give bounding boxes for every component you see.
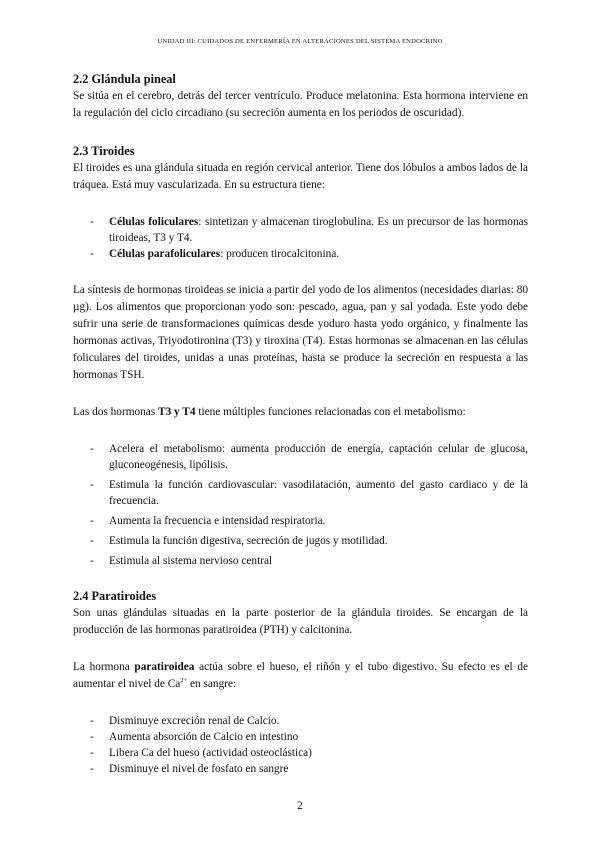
list-item: - Disminuye excreción renal de Calcio. (90, 715, 280, 727)
list-item: - Aumenta la frecuencia e intensidad respiratoria. (90, 515, 326, 527)
page-content (73, 70, 528, 777)
list-item: - Disminuye el nivel de fosfato en sangre (90, 763, 289, 775)
section-title-tiroides: 2.3 Tiroides (73, 144, 135, 158)
running-header: UNIDAD III: CUIDADOS DE ENFERMERÍA EN ALTERACIONES DEL SISTEMA ENDOCRINO (157, 38, 443, 45)
functions-list (73, 441, 528, 569)
list-item: - Estimula la función cardiovascular: vasodilatación, aumento del gasto cardiaco y de la frecuencia. (90, 479, 528, 507)
functions-intro: Las dos hormonas T3 y T4 tiene múltiples funciones relacionadas con el metabolismo: (73, 406, 466, 418)
section-paratiroides (73, 587, 528, 777)
page-number: 2 (297, 800, 303, 812)
list-item: - Aumenta absorción de Calcio en intestino (90, 731, 299, 743)
paratiroides-intro: Son unas glándulas situadas en la parte posterior de la glándula tiroides. Se encargan de la producción de las hormonas paratiroidea (PTH) y calcitonina. (73, 607, 528, 636)
pineal-paragraph: Se sitúa en el cerebro, detrás del tercer ventrículo. Produce melatonina. Esta hormona interviene en la regulación del ciclo circadiano (su secreción aumenta en los periodos de oscuridad). (73, 90, 528, 119)
list-item: - Células parafoliculares: producen tirocalcitonina. (90, 248, 340, 260)
tiroides-intro: El tiroides es una glándula situada en región cervical anterior. Tiene dos lóbulos a ambos lados de la tráquea. Está muy vascularizada. En su estructura tiene: (73, 162, 528, 191)
section-tiroides (73, 142, 528, 569)
list-item: - Libera Ca del hueso (actividad osteoclástica) (90, 747, 312, 759)
list-item: - Acelera el metabolismo: aumenta producción de energía, captación celular de glucosa, gluconeogénesis, lipólisis. (90, 443, 528, 471)
cell-list (73, 214, 528, 262)
paratiroidea-effect: La hormona paratiroidea actúa sobre el hueso, el riñón y el tubo digestivo. Su efecto es el de aumentar el nivel de $Ca^{2+}$ en sangre: (73, 661, 528, 690)
synthesis-paragraph: La síntesis de hormonas tiroideas se inicia a partir del yodo de los alimentos (necesidades diarias: 80 µg). Los alimentos que proporcionan yodo son: pescado, agua, pan y sal yodada. Este yodo debe sufrir una serie de transformaciones químicas desde yoduro hasta yodo orgánico, y finalmente las hormonas activas, Triyodotironina (T3) y tiroxina (T4). Estas hormonas se almacenan en las células foliculares del tiroides, unidas a unas proteínas, hasta se produce la secreción en respuesta a las hormonas TSH. (73, 284, 528, 381)
section-title-paratiroides: 2.4 Paratiroides (73, 589, 157, 603)
list-item: - Estimula al sistema nervioso central (90, 555, 273, 567)
list-item: - Estimula la función digestiva, secreción de jugos y motilidad. (90, 535, 388, 547)
effects-list (73, 713, 528, 777)
section-pineal (73, 70, 528, 122)
list-item: - Células foliculares: sintetizan y almacenan tiroglobulina. Es un precursor de las hormonas tiroideas, T3 y T4. (90, 216, 529, 244)
section-title-pineal: 2.2 Glándula pineal (73, 72, 176, 86)
